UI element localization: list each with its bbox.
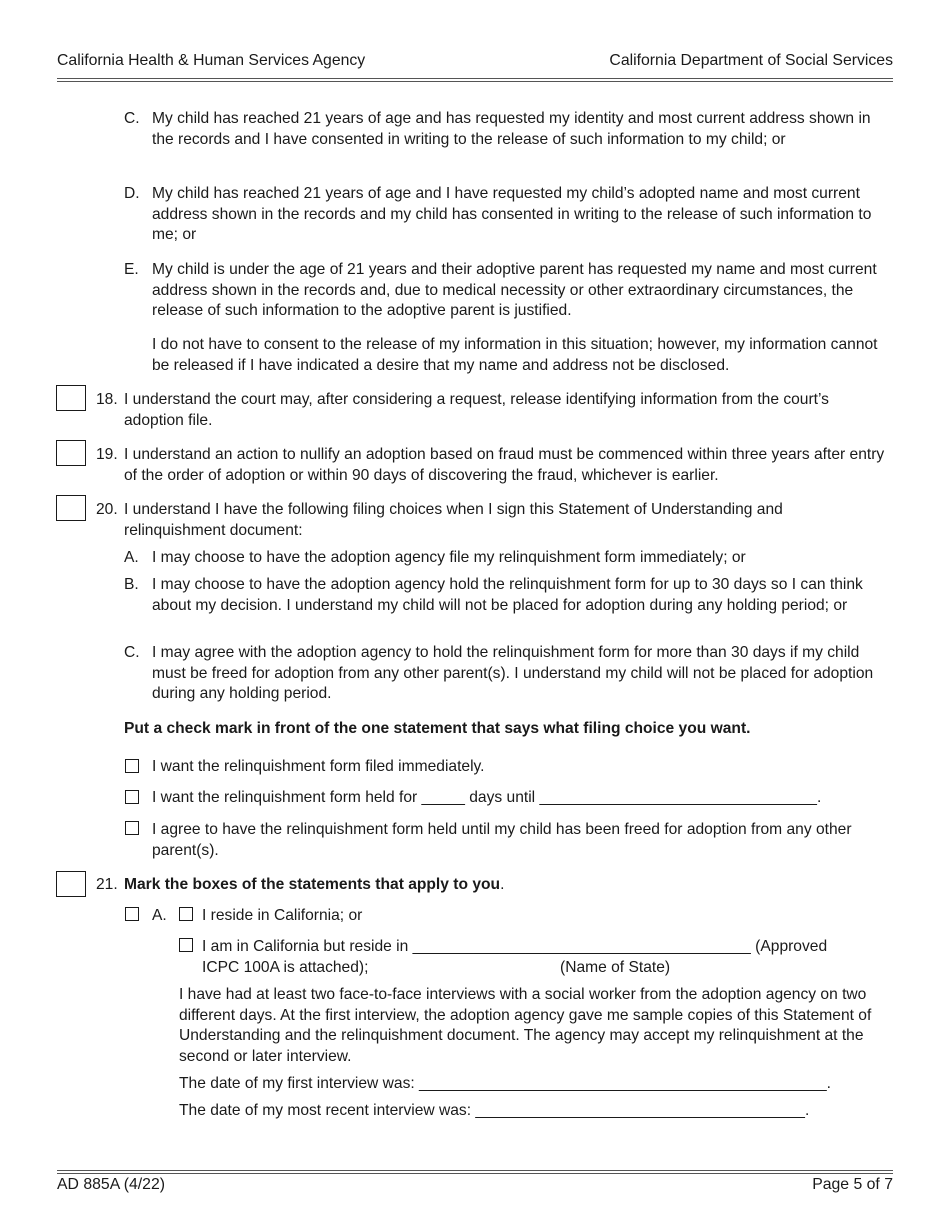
- item-d-text: My child has reached 21 years of age and I have requested my child’s adopted name and most current address shown in the records and my child has consented in writing to the release of such information to me; or: [152, 185, 872, 243]
- item-20c-text: I may agree with the adoption agency to hold the relinquishment form for more than 30 days if my child must be freed for adoption from any other parent(s). I understand my child will not be placed for adoption during any holding period.: [152, 644, 874, 702]
- item-20-number: 20.: [96, 501, 118, 518]
- interview-paragraph: I have had at least two face-to-face interviews with a social worker from the adoption agency on two different days. At the first interview, the adoption agency gave me sample copies of this Statement of Understanding and the relinquishment document. The agency may accept my relinquishment at the second or later interview.: [179, 986, 872, 1065]
- item-20-checkbox[interactable]: [56, 495, 86, 521]
- item-20b-text: I may choose to have the adoption agency hold the relinquishment form for up to 30 days so I can think about my decision. I understand my child will not be placed for adoption during any holding period; or: [152, 576, 863, 614]
- page-footer: [57, 1175, 893, 1197]
- item-19-checkbox[interactable]: [56, 440, 86, 466]
- item-21a-letter: A.: [152, 907, 167, 924]
- filing-choice-instruction: Put a check mark in front of the one statement that says what filing choice you want.: [124, 720, 751, 737]
- item-e-letter: E.: [124, 261, 139, 278]
- item-20b-letter: B.: [124, 576, 139, 593]
- item-19-text: I understand an action to nullify an adoption based on fraud must be commenced within three years after entry of the order of adoption or within 90 days of discovering the fraud, whichever is earlier.: [124, 446, 885, 484]
- item-20c-letter: C.: [124, 644, 140, 661]
- choice-freed-checkbox[interactable]: [125, 821, 139, 835]
- choice-freed-text: I agree to have the relinquishment form held until my child has been freed for adoption from any other parent(s).: [152, 821, 852, 859]
- item-20a-text: I may choose to have the adoption agency file my relinquishment form immediately; or: [152, 549, 746, 566]
- first-interview-date: The date of my first interview was: _______________________________________________.: [179, 1075, 831, 1092]
- item-21-heading: [124, 875, 504, 896]
- item-e-note: I do not have to consent to the release of my information in this situation; however, my information cannot be released if I have indicated a desire that my name and address not be disclosed.: [152, 336, 878, 374]
- footer-rule: [57, 1170, 893, 1171]
- item-21a-checkbox[interactable]: [125, 907, 139, 921]
- item-21-heading-bold: Mark the boxes of the statements that apply to you: [124, 876, 501, 893]
- choice-hold-checkbox[interactable]: [125, 790, 139, 804]
- page-header: [57, 51, 893, 73]
- reside-california-checkbox[interactable]: [179, 907, 193, 921]
- header-rule: [57, 78, 893, 79]
- item-18-text: I understand the court may, after considering a request, release identifying information from the court’s adoption file.: [124, 391, 829, 429]
- footer-rule-double: [57, 1173, 893, 1174]
- item-21-number: 21.: [96, 876, 118, 893]
- recent-interview-date: The date of my most recent interview was: ______________________________________.: [179, 1102, 810, 1119]
- item-21-heading-period: .: [500, 876, 505, 893]
- name-of-state-label: (Name of State): [560, 959, 671, 976]
- item-c-letter: C.: [124, 110, 140, 127]
- page-number: Page 5 of 7: [812, 1176, 893, 1193]
- choice-hold-text: I want the relinquishment form held for _____ days until ________________________________.: [152, 789, 822, 806]
- reside-other-state-checkbox[interactable]: [179, 938, 193, 952]
- item-20a-letter: A.: [124, 549, 139, 566]
- item-e-text: My child is under the age of 21 years and their adoptive parent has requested my name and most current address shown in the records and, due to medical necessity or other extraordinary circumstances, the release of such information to the adoptive parent is justified.: [152, 261, 877, 319]
- item-21-checkbox[interactable]: [56, 871, 86, 897]
- icpc-attached-text: ICPC 100A is attached);: [202, 959, 369, 976]
- choice-immediate-text: I want the relinquishment form filed immediately.: [152, 758, 485, 775]
- header-rule-double: [57, 81, 893, 82]
- item-c-text: My child has reached 21 years of age and has requested my identity and most current address shown in the records and I have consented in writing to the release of such information to my child; or: [152, 110, 871, 148]
- choice-immediate-checkbox[interactable]: [125, 759, 139, 773]
- item-18-number: 18.: [96, 391, 118, 408]
- form-number: AD 885A (4/22): [57, 1176, 166, 1193]
- item-20-text: I understand I have the following filing choices when I sign this Statement of Understanding and relinquishment document:: [124, 501, 783, 539]
- item-19-number: 19.: [96, 446, 118, 463]
- header-agency: California Health & Human Services Agency: [57, 52, 366, 69]
- item-d-letter: D.: [124, 185, 140, 202]
- reside-california-text: I reside in California; or: [202, 907, 363, 924]
- item-18-checkbox[interactable]: [56, 385, 86, 411]
- header-department: California Department of Social Services: [609, 52, 893, 69]
- reside-other-state-text: I am in California but reside in _______________________________________ (Approved: [202, 938, 828, 955]
